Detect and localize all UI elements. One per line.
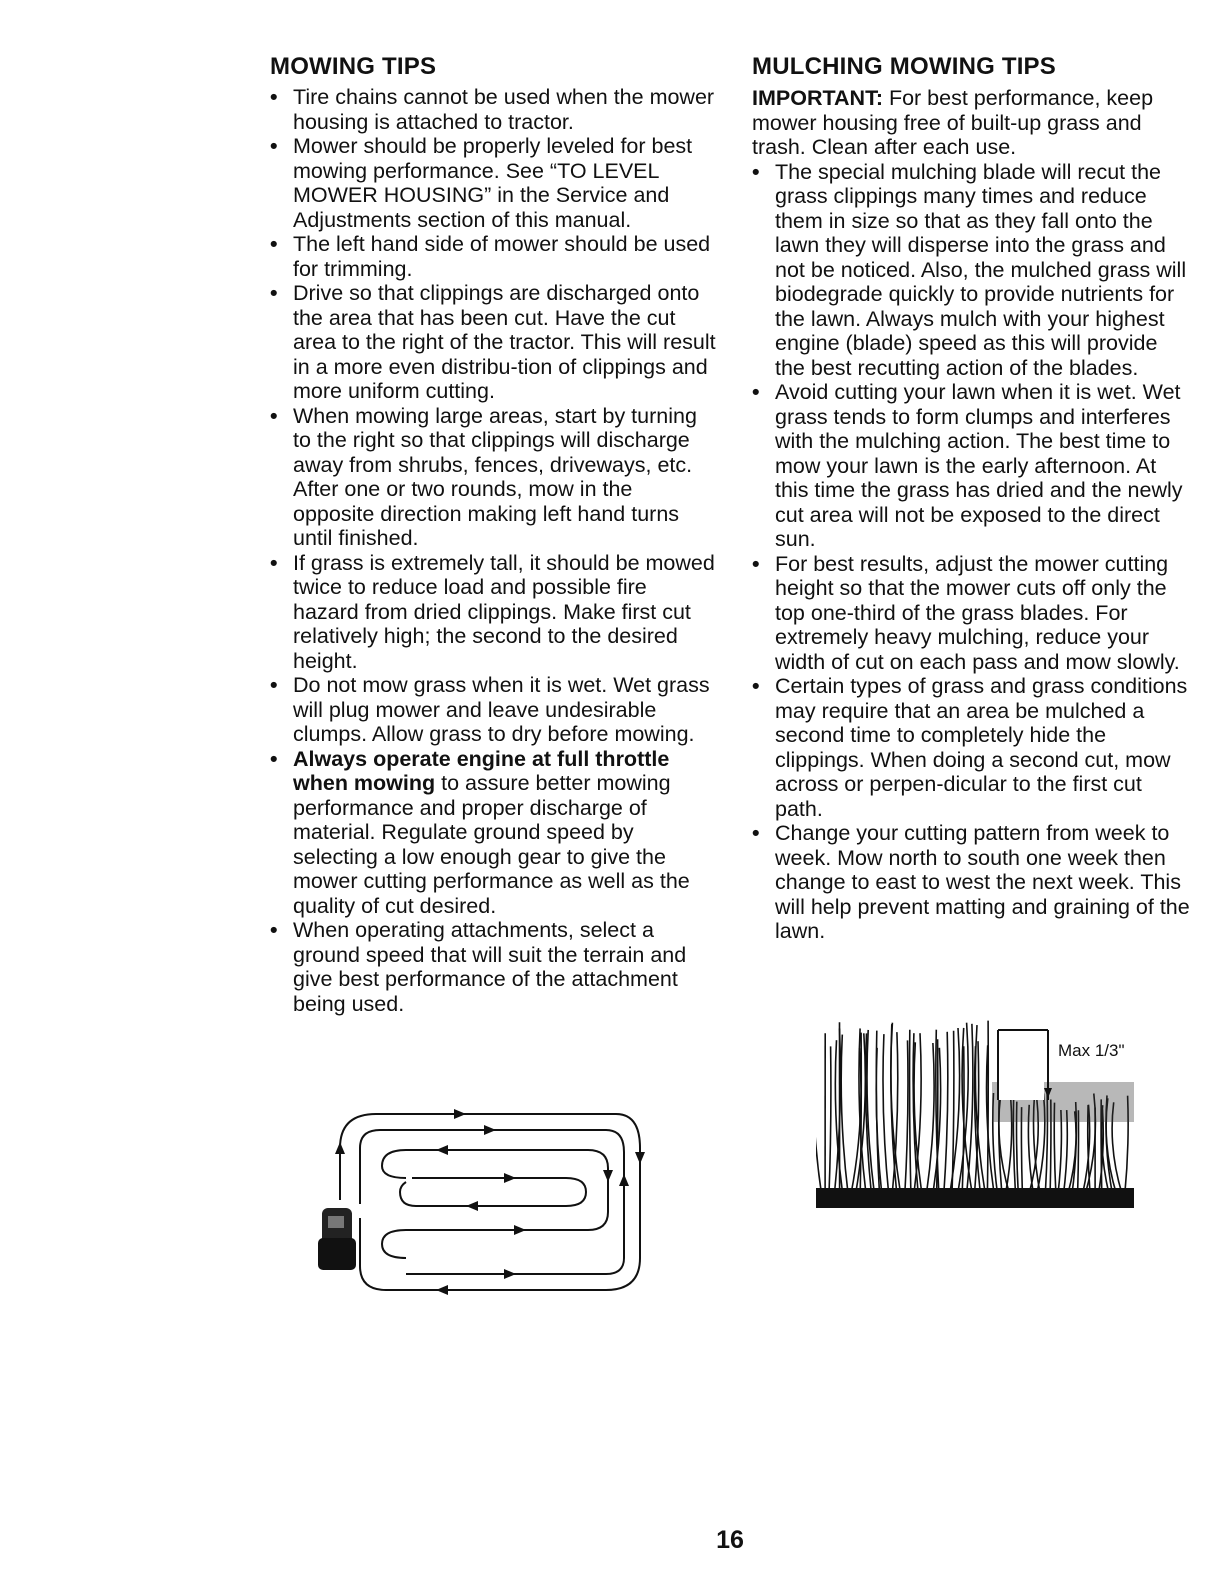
- bullet-icon: •: [270, 85, 278, 109]
- tip-item: [270, 404, 718, 551]
- grass-blade: [944, 1032, 948, 1194]
- grass-blade: [891, 1023, 901, 1194]
- important-label: IMPORTANT:: [752, 86, 883, 110]
- max-one-third-label: Max 1/3": [1058, 1041, 1125, 1060]
- tip-bold-text: Always operate engine at full throttle when mowing: [293, 746, 670, 795]
- bullet-icon: •: [270, 673, 278, 697]
- tip-item: [270, 551, 718, 674]
- bullet-icon: •: [752, 674, 760, 698]
- tip-item: [752, 552, 1192, 675]
- bullet-icon: •: [270, 281, 278, 305]
- grass-blade: [1064, 1110, 1068, 1194]
- grass-blade: [883, 1034, 889, 1194]
- bullet-icon: •: [270, 134, 278, 158]
- bullet-icon: •: [752, 159, 760, 184]
- tip-item: [752, 674, 1192, 821]
- grass-blade: [1068, 1111, 1076, 1194]
- tip-item: [752, 380, 1192, 552]
- tip-text: Avoid cutting your lawn when it is wet. Wet grass tends to form clumps and interferes with the mulching action. The best time to mow your lawn is the early afternoon. At this time the grass has dried and the newly cut area will not be exposed to the direct sun.: [775, 380, 1183, 551]
- mowing-tips-column: [270, 52, 718, 1016]
- grass-blade: [876, 1048, 882, 1194]
- grass-blade: [867, 1030, 874, 1194]
- grass-blade: [1058, 1110, 1061, 1194]
- mulching-tips-list: [752, 160, 1192, 944]
- tip-item: [752, 160, 1192, 381]
- bullet-icon: •: [270, 918, 278, 942]
- tip-item: [270, 232, 718, 281]
- tip-item: [270, 281, 718, 404]
- grass-cut-height-figure: [816, 1014, 1146, 1208]
- grass-blade: [816, 1037, 822, 1194]
- tip-text: Change your cutting pattern from week to week. Mow north to south one week then change to east to west the next week. This will help prevent matting and graining of the lawn.: [775, 821, 1190, 943]
- tip-text: Drive so that clippings are discharged onto the area that has been cut. Have the cut area to the right of the tractor. This will result in a more even distribu-tion of clippings and more uniform cutting.: [293, 281, 716, 403]
- tip-text: Tire chains cannot be used when the mower housing is attached to tractor.: [293, 85, 715, 134]
- tip-text: For best results, adjust the mower cutting height so that the mower cuts off only the top one-third of the grass blades. For extremely heavy mulching, reduce your width of cut on each pass and mow slowly.: [775, 551, 1180, 674]
- tip-item: [270, 918, 718, 1016]
- tip-item: [270, 747, 718, 919]
- bullet-icon: •: [270, 232, 278, 256]
- tip-item: [270, 134, 718, 232]
- grass-blade: [905, 1040, 908, 1194]
- tip-item: [270, 673, 718, 747]
- tip-item: [752, 821, 1192, 944]
- page-number: 16: [716, 1526, 744, 1554]
- tip-text: Do not mow grass when it is wet. Wet grass will plug mower and leave undesirable clumps. Allow grass to dry before mowing.: [293, 673, 710, 746]
- bullet-icon: •: [752, 551, 760, 576]
- bullet-icon: •: [752, 821, 760, 845]
- grass-blade: [1078, 1110, 1079, 1194]
- tip-item: [270, 85, 718, 134]
- tip-text: Certain types of grass and grass conditions may require that an area be mulched a second time to completely hide the clippings. When doing a second cut, mow across or perpen-dicular to the first cut path.: [775, 674, 1188, 821]
- grass-blade: [841, 1035, 848, 1194]
- tip-text: The special mulching blade will recut the grass clippings many times and reduce them in size so that as they fall onto the lawn they will disperse into the grass and not be noticed. Also, the mulched grass will biodegrade quickly to provide nutrients for the lawn. Always mulch with your highest engine (blade) speed as this will provide the best recutting action of the blades.: [775, 159, 1187, 380]
- bullet-icon: •: [270, 403, 278, 428]
- tip-text: The left hand side of mower should be used for trimming.: [293, 232, 711, 281]
- tip-text: When mowing large areas, start by turning to the right so that clippings will discharge away from shrubs, fences, driveways, etc. After one or two rounds, mow in the opposite direction making left hand turns until finished.: [293, 403, 697, 550]
- grass-blade: [950, 1028, 960, 1194]
- mulching-tips-column: [752, 52, 1192, 944]
- grass-blade: [926, 1043, 934, 1194]
- tip-text: Mower should be properly leveled for best mowing performance. See “TO LEVEL MOWER HOUSING” in the Service and Adjustments section of this manual.: [293, 134, 693, 232]
- important-note: [752, 86, 1192, 160]
- important-text: For best performance, keep mower housing free of built-up grass and trash. Clean after each use.: [752, 86, 1154, 159]
- bullet-icon: •: [270, 746, 278, 771]
- bullet-icon: •: [270, 550, 278, 575]
- mulching-tips-title: MULCHING MOWING TIPS: [752, 53, 1056, 80]
- tractor-icon: [318, 1208, 356, 1270]
- tip-text: to assure better mowing performance and proper discharge of material. Regulate ground speed by selecting a low enough gear to give the mower cutting performance as well as the quality of cut desired.: [293, 771, 690, 918]
- grass-blade: [829, 1046, 831, 1194]
- mowing-tips-title: MOWING TIPS: [270, 53, 437, 80]
- tip-text: When operating attachments, select a ground speed that will suit the terrain and give best performance of the attachment being used.: [293, 918, 687, 1016]
- mowing-pattern-figure: [316, 1108, 646, 1304]
- grass-blade: [910, 1030, 911, 1194]
- tip-text: If grass is extremely tall, it should be mowed twice to reduce load and possible fire hazard from dried clippings. Make first cut relatively high; the second to the desired height.: [293, 550, 715, 673]
- mowing-tips-list: [270, 85, 718, 1016]
- bullet-icon: •: [752, 380, 760, 404]
